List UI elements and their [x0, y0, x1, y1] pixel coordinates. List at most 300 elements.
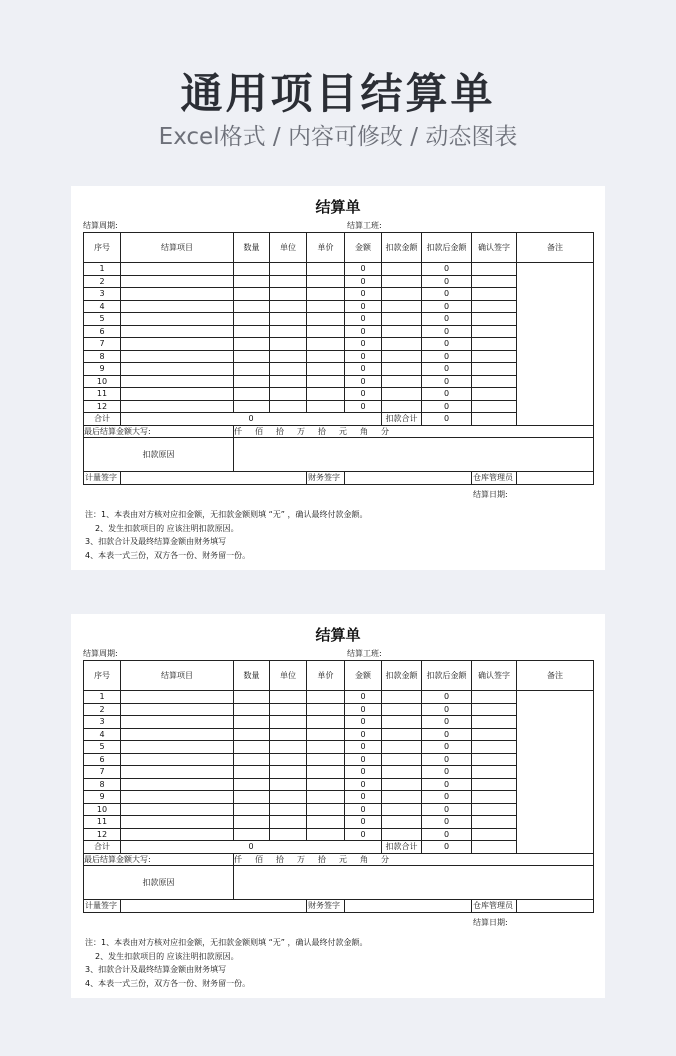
settlement-team-label: 结算工班: — [347, 649, 382, 658]
deduction-cell[interactable] — [382, 753, 422, 766]
note-line: 2、发生扣款项目的 应该注明扣款原因。 — [95, 523, 239, 533]
unit-cell[interactable] — [270, 778, 307, 791]
quantity-cell[interactable] — [234, 728, 270, 741]
deduction-cell[interactable] — [382, 728, 422, 741]
row-number-cell: 9 — [84, 363, 121, 376]
unit-price-cell[interactable] — [307, 275, 345, 288]
row-number-cell: 12 — [84, 828, 121, 841]
confirm-sign-cell[interactable] — [472, 313, 517, 326]
settlement-table — [83, 232, 594, 485]
note-line: 4、本表一式三份，双方各一份、财务留一份。 — [85, 978, 251, 988]
deduction-reason-field[interactable] — [234, 438, 594, 472]
settlement-period-label: 结算周期: — [83, 649, 118, 658]
amount-unit: 拾 — [318, 854, 326, 864]
unit-price-cell[interactable] — [307, 741, 345, 754]
row-number-cell: 10 — [84, 803, 121, 816]
amount-cell: 0 — [345, 716, 382, 729]
deduction-cell[interactable] — [382, 716, 422, 729]
warehouse-manager-field[interactable] — [517, 472, 594, 485]
header-cell: 确认签字 — [472, 233, 517, 263]
confirm-sign-cell[interactable] — [472, 803, 517, 816]
unit-cell[interactable] — [270, 728, 307, 741]
header-cell: 确认签字 — [472, 661, 517, 691]
after-deduction-cell: 0 — [422, 350, 472, 363]
note-line: 注：1、本表由对方核对应扣金额，无扣款金额则填 “无” ，确认最终付款金额。 — [85, 510, 368, 519]
unit-cell[interactable] — [270, 741, 307, 754]
unit-price-cell[interactable] — [307, 313, 345, 326]
after-deduction-cell: 0 — [422, 691, 472, 704]
after-deduction-cell: 0 — [422, 363, 472, 376]
quantity-cell[interactable] — [234, 300, 270, 313]
after-deduction-cell: 0 — [422, 388, 472, 401]
amount-cell: 0 — [345, 350, 382, 363]
after-deduction-cell: 0 — [422, 803, 472, 816]
confirm-sign-cell[interactable] — [472, 728, 517, 741]
unit-price-cell[interactable] — [307, 766, 345, 779]
unit-price-cell[interactable] — [307, 816, 345, 829]
row-number-cell: 4 — [84, 300, 121, 313]
deduction-cell[interactable] — [382, 778, 422, 791]
after-deduction-cell: 0 — [422, 275, 472, 288]
final-amount-label: 最后结算金额大写: — [84, 425, 234, 438]
blank-cell — [472, 413, 517, 426]
item-cell[interactable] — [121, 275, 234, 288]
unit-price-cell[interactable] — [307, 778, 345, 791]
signature-row — [84, 472, 594, 485]
quantity-cell[interactable] — [234, 275, 270, 288]
settlement-team-label: 结算工班: — [347, 221, 382, 230]
after-deduction-cell: 0 — [422, 375, 472, 388]
after-deduction-cell: 0 — [422, 741, 472, 754]
deduction-cell[interactable] — [382, 816, 422, 829]
quantity-cell[interactable] — [234, 753, 270, 766]
header-cell: 扣款后金额 — [422, 233, 472, 263]
amount-cell: 0 — [345, 288, 382, 301]
document-title: 结算单 — [315, 198, 361, 216]
after-deduction-cell: 0 — [422, 828, 472, 841]
amount-unit: 仟 — [234, 854, 242, 864]
deduction-cell[interactable] — [382, 263, 422, 276]
deduction-cell[interactable] — [382, 388, 422, 401]
after-deduction-cell: 0 — [422, 791, 472, 804]
deduction-cell[interactable] — [382, 766, 422, 779]
after-deduction-cell: 0 — [422, 300, 472, 313]
header-cell: 扣款后金额 — [422, 661, 472, 691]
unit-price-cell[interactable] — [307, 828, 345, 841]
deduction-cell[interactable] — [382, 350, 422, 363]
amount-units — [234, 425, 594, 438]
confirm-sign-cell[interactable] — [472, 400, 517, 413]
unit-price-cell[interactable] — [307, 703, 345, 716]
row-number-cell: 1 — [84, 691, 121, 704]
unit-cell[interactable] — [270, 816, 307, 829]
row-number-cell: 5 — [84, 313, 121, 326]
quantity-cell[interactable] — [234, 263, 270, 276]
table-header-row — [84, 661, 594, 691]
confirm-sign-cell[interactable] — [472, 703, 517, 716]
amount-unit: 元 — [339, 854, 347, 864]
row-number-cell: 9 — [84, 791, 121, 804]
deduct-total-value: 0 — [422, 413, 472, 426]
item-cell[interactable] — [121, 778, 234, 791]
amount-cell: 0 — [345, 363, 382, 376]
header-cell: 金额 — [345, 233, 382, 263]
deduction-cell[interactable] — [382, 791, 422, 804]
quantity-cell[interactable] — [234, 828, 270, 841]
unit-cell[interactable] — [270, 716, 307, 729]
deduction-cell[interactable] — [382, 375, 422, 388]
notes — [85, 936, 367, 990]
amount-unit: 万 — [297, 426, 305, 436]
settlement-sheet-1 — [71, 186, 605, 570]
confirm-sign-cell[interactable] — [472, 325, 517, 338]
after-deduction-cell: 0 — [422, 325, 472, 338]
unit-price-cell[interactable] — [307, 388, 345, 401]
amount-cell: 0 — [345, 791, 382, 804]
quantity-cell[interactable] — [234, 791, 270, 804]
amount-cell: 0 — [345, 400, 382, 413]
unit-cell[interactable] — [270, 275, 307, 288]
deduction-cell[interactable] — [382, 275, 422, 288]
note-line: 3、扣款合计及最终结算金额由财务填写 — [85, 537, 227, 546]
unit-price-cell[interactable] — [307, 691, 345, 704]
unit-price-cell[interactable] — [307, 300, 345, 313]
amount-unit: 分 — [381, 426, 389, 436]
final-amount-label: 最后结算金额大写: — [84, 853, 234, 866]
amount-cell: 0 — [345, 803, 382, 816]
final-amount-row — [84, 853, 594, 866]
total-label: 合计 — [84, 841, 121, 854]
quantity-cell[interactable] — [234, 741, 270, 754]
unit-price-cell[interactable] — [307, 263, 345, 276]
unit-cell[interactable] — [270, 791, 307, 804]
after-deduction-cell: 0 — [422, 288, 472, 301]
unit-cell[interactable] — [270, 828, 307, 841]
deduction-cell[interactable] — [382, 325, 422, 338]
deduction-cell[interactable] — [382, 288, 422, 301]
header-cell: 数量 — [234, 233, 270, 263]
row-number-cell: 11 — [84, 388, 121, 401]
deduction-cell[interactable] — [382, 313, 422, 326]
header-cell: 单价 — [307, 661, 345, 691]
header-cell: 备注 — [517, 233, 594, 263]
unit-cell[interactable] — [270, 325, 307, 338]
warehouse-manager-field[interactable] — [517, 900, 594, 913]
finance-sign-label: 财务签字 — [307, 900, 345, 913]
item-cell[interactable] — [121, 338, 234, 351]
deduction-cell[interactable] — [382, 741, 422, 754]
unit-cell[interactable] — [270, 300, 307, 313]
quantity-cell[interactable] — [234, 400, 270, 413]
row-number-cell: 6 — [84, 753, 121, 766]
row-number-cell: 7 — [84, 766, 121, 779]
after-deduction-cell: 0 — [422, 753, 472, 766]
item-cell[interactable] — [121, 791, 234, 804]
deduction-cell[interactable] — [382, 828, 422, 841]
amount-unit: 拾 — [318, 426, 326, 436]
settlement-period-label: 结算周期: — [83, 221, 118, 230]
deduction-reason-row — [84, 438, 594, 472]
unit-price-cell[interactable] — [307, 363, 345, 376]
amount-cell: 0 — [345, 753, 382, 766]
deduction-cell[interactable] — [382, 363, 422, 376]
note-line: 2、发生扣款项目的 应该注明扣款原因。 — [95, 951, 239, 961]
warehouse-manager-label: 仓库管理员 — [472, 900, 517, 913]
row-number-cell: 3 — [84, 288, 121, 301]
item-cell[interactable] — [121, 691, 234, 704]
amount-cell: 0 — [345, 375, 382, 388]
item-cell[interactable] — [121, 388, 234, 401]
deduction-cell[interactable] — [382, 338, 422, 351]
note-line: 4、本表一式三份，双方各一份、财务留一份。 — [85, 550, 251, 560]
after-deduction-cell: 0 — [422, 400, 472, 413]
deduction-cell[interactable] — [382, 803, 422, 816]
quantity-cell[interactable] — [234, 338, 270, 351]
item-cell[interactable] — [121, 753, 234, 766]
finance-sign-field[interactable] — [345, 900, 472, 913]
confirm-sign-cell[interactable] — [472, 350, 517, 363]
amount-unit: 万 — [297, 854, 305, 864]
deduction-reason-field[interactable] — [234, 866, 594, 900]
row-number-cell: 10 — [84, 375, 121, 388]
total-label: 合计 — [84, 413, 121, 426]
amount-cell: 0 — [345, 275, 382, 288]
amount-unit: 分 — [381, 854, 389, 864]
item-cell[interactable] — [121, 716, 234, 729]
deduct-total-value: 0 — [422, 841, 472, 854]
row-number-cell: 2 — [84, 703, 121, 716]
finance-sign-label: 财务签字 — [307, 472, 345, 485]
row-number-cell: 2 — [84, 275, 121, 288]
notes — [85, 508, 367, 562]
finance-sign-field[interactable] — [345, 472, 472, 485]
table-row — [84, 263, 594, 276]
row-number-cell: 6 — [84, 325, 121, 338]
header-cell: 单价 — [307, 233, 345, 263]
signature-row — [84, 900, 594, 913]
confirm-sign-cell[interactable] — [472, 388, 517, 401]
confirm-sign-cell[interactable] — [472, 338, 517, 351]
unit-price-cell[interactable] — [307, 288, 345, 301]
item-cell[interactable] — [121, 313, 234, 326]
confirm-sign-cell[interactable] — [472, 275, 517, 288]
unit-cell[interactable] — [270, 691, 307, 704]
quantity-cell[interactable] — [234, 375, 270, 388]
amount-cell: 0 — [345, 703, 382, 716]
confirm-sign-cell[interactable] — [472, 691, 517, 704]
amount-unit: 佰 — [255, 854, 263, 864]
unit-price-cell[interactable] — [307, 350, 345, 363]
unit-cell[interactable] — [270, 803, 307, 816]
quantity-cell[interactable] — [234, 703, 270, 716]
header-cell: 备注 — [517, 661, 594, 691]
confirm-sign-cell[interactable] — [472, 741, 517, 754]
confirm-sign-cell[interactable] — [472, 828, 517, 841]
deduction-reason-label: 扣款原因 — [84, 438, 234, 472]
amount-cell: 0 — [345, 728, 382, 741]
quantity-cell[interactable] — [234, 803, 270, 816]
unit-cell[interactable] — [270, 375, 307, 388]
amount-cell: 0 — [345, 388, 382, 401]
item-cell[interactable] — [121, 363, 234, 376]
unit-price-cell[interactable] — [307, 753, 345, 766]
amount-cell: 0 — [345, 325, 382, 338]
note-line: 3、扣款合计及最终结算金额由财务填写 — [85, 965, 227, 974]
item-cell[interactable] — [121, 300, 234, 313]
confirm-sign-cell[interactable] — [472, 363, 517, 376]
remarks-cell[interactable] — [517, 263, 594, 426]
amount-units — [234, 853, 594, 866]
confirm-sign-cell[interactable] — [472, 778, 517, 791]
item-cell[interactable] — [121, 703, 234, 716]
deduction-cell[interactable] — [382, 300, 422, 313]
metering-sign-field[interactable] — [121, 472, 307, 485]
amount-unit: 角 — [360, 426, 368, 436]
header-cell: 序号 — [84, 661, 121, 691]
unit-price-cell[interactable] — [307, 716, 345, 729]
deduct-total-label: 扣款合计 — [382, 413, 422, 426]
unit-cell[interactable] — [270, 363, 307, 376]
quantity-cell[interactable] — [234, 325, 270, 338]
unit-price-cell[interactable] — [307, 375, 345, 388]
item-cell[interactable] — [121, 816, 234, 829]
header-cell: 单位 — [270, 661, 307, 691]
header-cell: 扣款金额 — [382, 661, 422, 691]
total-value: 0 — [121, 841, 382, 854]
confirm-sign-cell[interactable] — [472, 375, 517, 388]
unit-price-cell[interactable] — [307, 791, 345, 804]
confirm-sign-cell[interactable] — [472, 791, 517, 804]
unit-price-cell[interactable] — [307, 400, 345, 413]
unit-cell[interactable] — [270, 338, 307, 351]
item-cell[interactable] — [121, 766, 234, 779]
item-cell[interactable] — [121, 803, 234, 816]
confirm-sign-cell[interactable] — [472, 288, 517, 301]
item-cell[interactable] — [121, 288, 234, 301]
row-number-cell: 1 — [84, 263, 121, 276]
after-deduction-cell: 0 — [422, 766, 472, 779]
row-number-cell: 8 — [84, 778, 121, 791]
confirm-sign-cell[interactable] — [472, 766, 517, 779]
row-number-cell: 5 — [84, 741, 121, 754]
amount-cell: 0 — [345, 778, 382, 791]
quantity-cell[interactable] — [234, 363, 270, 376]
unit-cell[interactable] — [270, 400, 307, 413]
confirm-sign-cell[interactable] — [472, 263, 517, 276]
item-cell[interactable] — [121, 728, 234, 741]
settlement-table — [83, 660, 594, 913]
unit-price-cell[interactable] — [307, 338, 345, 351]
confirm-sign-cell[interactable] — [472, 753, 517, 766]
unit-cell[interactable] — [270, 263, 307, 276]
after-deduction-cell: 0 — [422, 263, 472, 276]
row-number-cell: 11 — [84, 816, 121, 829]
amount-cell: 0 — [345, 828, 382, 841]
unit-cell[interactable] — [270, 388, 307, 401]
header-cell: 扣款金额 — [382, 233, 422, 263]
amount-cell: 0 — [345, 816, 382, 829]
item-cell[interactable] — [121, 325, 234, 338]
amount-unit: 角 — [360, 854, 368, 864]
after-deduction-cell: 0 — [422, 703, 472, 716]
after-deduction-cell: 0 — [422, 338, 472, 351]
row-number-cell: 7 — [84, 338, 121, 351]
amount-unit: 元 — [339, 426, 347, 436]
row-number-cell: 12 — [84, 400, 121, 413]
after-deduction-cell: 0 — [422, 728, 472, 741]
metering-sign-label: 计量签字 — [84, 472, 121, 485]
total-value: 0 — [121, 413, 382, 426]
settlement-sheet-2 — [71, 614, 605, 998]
quantity-cell[interactable] — [234, 313, 270, 326]
item-cell[interactable] — [121, 741, 234, 754]
remarks-cell[interactable] — [517, 691, 594, 854]
item-cell[interactable] — [121, 350, 234, 363]
quantity-cell[interactable] — [234, 288, 270, 301]
quantity-cell[interactable] — [234, 778, 270, 791]
deduction-cell[interactable] — [382, 691, 422, 704]
unit-price-cell[interactable] — [307, 728, 345, 741]
after-deduction-cell: 0 — [422, 778, 472, 791]
amount-unit: 拾 — [276, 854, 284, 864]
document-title: 结算单 — [315, 626, 361, 644]
item-cell[interactable] — [121, 263, 234, 276]
header-cell: 序号 — [84, 233, 121, 263]
metering-sign-field[interactable] — [121, 900, 307, 913]
quantity-cell[interactable] — [234, 350, 270, 363]
item-cell[interactable] — [121, 400, 234, 413]
item-cell[interactable] — [121, 828, 234, 841]
unit-price-cell[interactable] — [307, 325, 345, 338]
deduction-cell[interactable] — [382, 703, 422, 716]
amount-cell: 0 — [345, 691, 382, 704]
item-cell[interactable] — [121, 375, 234, 388]
unit-cell[interactable] — [270, 703, 307, 716]
amount-cell: 0 — [345, 313, 382, 326]
confirm-sign-cell[interactable] — [472, 716, 517, 729]
after-deduction-cell: 0 — [422, 716, 472, 729]
unit-cell[interactable] — [270, 288, 307, 301]
metering-sign-label: 计量签字 — [84, 900, 121, 913]
hero-title: 通用项目结算单 — [180, 69, 496, 118]
quantity-cell[interactable] — [234, 716, 270, 729]
unit-price-cell[interactable] — [307, 803, 345, 816]
unit-cell[interactable] — [270, 350, 307, 363]
quantity-cell[interactable] — [234, 766, 270, 779]
after-deduction-cell: 0 — [422, 816, 472, 829]
amount-cell: 0 — [345, 766, 382, 779]
confirm-sign-cell[interactable] — [472, 816, 517, 829]
quantity-cell[interactable] — [234, 691, 270, 704]
settlement-date-label: 结算日期: — [473, 490, 508, 499]
unit-cell[interactable] — [270, 753, 307, 766]
deduction-reason-label: 扣款原因 — [84, 866, 234, 900]
deduction-cell[interactable] — [382, 400, 422, 413]
header-cell: 数量 — [234, 661, 270, 691]
confirm-sign-cell[interactable] — [472, 300, 517, 313]
note-line: 注：1、本表由对方核对应扣金额，无扣款金额则填 “无” ，确认最终付款金额。 — [85, 938, 368, 947]
row-number-cell: 3 — [84, 716, 121, 729]
row-number-cell: 8 — [84, 350, 121, 363]
blank-cell — [472, 841, 517, 854]
warehouse-manager-label: 仓库管理员 — [472, 472, 517, 485]
quantity-cell[interactable] — [234, 816, 270, 829]
deduction-reason-row — [84, 866, 594, 900]
quantity-cell[interactable] — [234, 388, 270, 401]
amount-unit: 佰 — [255, 426, 263, 436]
unit-cell[interactable] — [270, 766, 307, 779]
unit-cell[interactable] — [270, 313, 307, 326]
